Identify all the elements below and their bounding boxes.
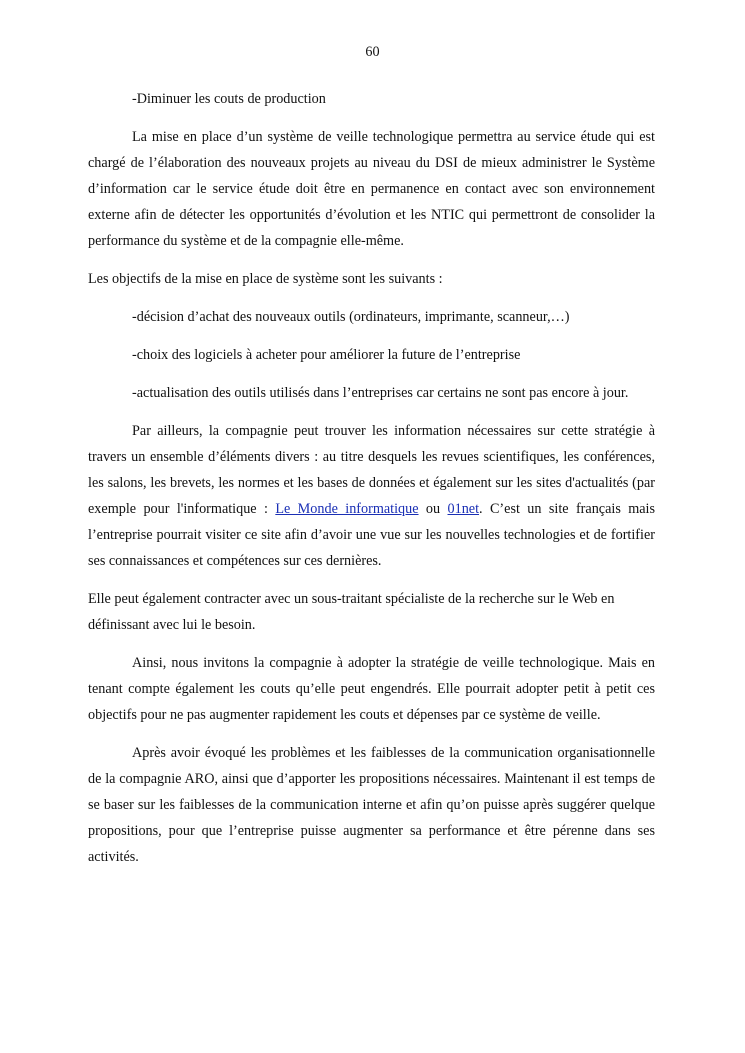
document-body bbox=[88, 86, 655, 882]
paragraph-sous-traitant: Elle peut également contracter avec un sous-traitant spécialiste de la recherche sur le Web en définissant avec lui le besoin. bbox=[88, 591, 615, 633]
paragraph-par-ailleurs-text-1: Par ailleurs, la compagnie peut trouver les information nécessaires sur cette stratégie à travers un ensemble d’éléments divers : au titre desquels les revues scientifiques, les conférences, les salons, les brevets, les normes et les bases de données et également sur les sites d'actualités (par exemple pour l'informatique : bbox=[88, 423, 655, 517]
paragraph-diminuer-couts: -Diminuer les couts de production bbox=[132, 91, 326, 107]
paragraph-apres-avoir: Après avoir évoqué les problèmes et les faiblesses de la communication organisationnelle de la compagnie ARO, ainsi que d’apporter les propositions nécessaires. Maintenant il est temps de se baser sur les faiblesses de la communication interne et afin qu’on puisse après suggérer quelque propositions, pour que l’entreprise puisse augmenter sa performance et être pérenne dans ses activités. bbox=[88, 745, 655, 865]
list-item-choix-logiciels: -choix des logiciels à acheter pour améliorer la future de l’entreprise bbox=[132, 347, 521, 363]
list-item-decision-achat: -décision d’achat des nouveaux outils (ordinateurs, imprimante, scanneur,…) bbox=[132, 309, 570, 325]
paragraph-objectifs-intro: Les objectifs de la mise en place de système sont les suivants : bbox=[88, 271, 443, 287]
link-le-monde-informatique[interactable]: Le Monde informatique bbox=[275, 501, 419, 517]
link-01net[interactable]: 01net bbox=[447, 501, 480, 517]
page-number: 60 bbox=[365, 44, 380, 60]
list-item-actualisation-outils: -actualisation des outils utilisés dans l’entreprises car certains ne sont pas encore à jour. bbox=[132, 385, 629, 401]
paragraph-par-ailleurs-text-3: . C’est un site français mais l’entreprise pourrait visiter ce site afin d’avoir une vue sur les nouvelles technologies et de fortifier ses connaissances et compétences sur ces dernières. bbox=[88, 501, 656, 569]
paragraph-par-ailleurs-text-2: ou bbox=[418, 501, 448, 517]
paragraph-ainsi: Ainsi, nous invitons la compagnie à adopter la stratégie de veille technologique. Mais en tenant compte également les couts qu’elle peut engendrés. Elle pourrait adopter petit à petit ces objectifs pour ne pas augmenter rapidement les couts et dépenses par ce système de veille. bbox=[88, 655, 655, 723]
paragraph-veille-technologique: La mise en place d’un système de veille technologique permettra au service étude qui est chargé de l’élaboration des nouveaux projets au niveau du DSI de mieux administrer le Système d’information car le service étude doit être en permanence en contact avec son environnement externe afin de détecter les opportunités d’évolution et les NTIC qui permettront de consolider la performance du système et de la compagnie elle-même. bbox=[88, 129, 655, 249]
paragraph-par-ailleurs bbox=[88, 418, 655, 574]
